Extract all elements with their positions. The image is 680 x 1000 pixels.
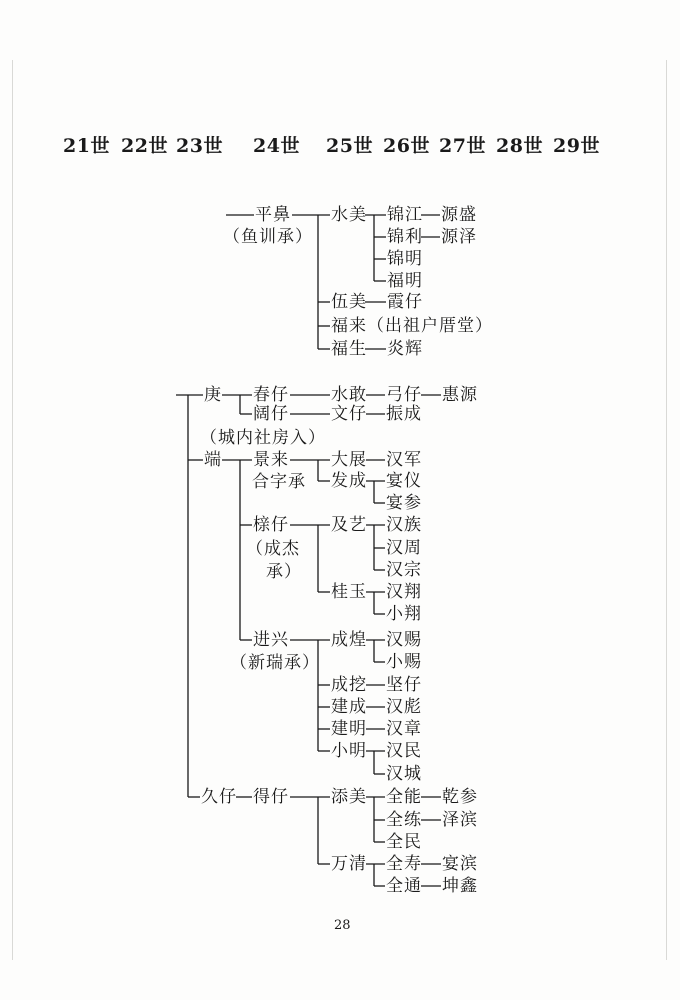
- person-name: 建明: [331, 719, 367, 739]
- page-number: 28: [334, 918, 351, 933]
- person-name: 汉宗: [386, 560, 422, 580]
- person-name: 汉民: [386, 741, 422, 761]
- person-name: 源盛: [441, 205, 477, 225]
- person-name: 文仔: [331, 404, 367, 424]
- person-name: 端: [204, 450, 222, 470]
- person-name: 福生: [331, 339, 367, 359]
- person-name: 发成: [331, 471, 367, 491]
- person-name: 进兴: [253, 630, 289, 650]
- person-name: 万清: [331, 854, 367, 874]
- person-name: 大展: [331, 450, 367, 470]
- generation-label: 27世: [439, 135, 486, 157]
- person-name: 桂玉: [331, 582, 367, 602]
- person-name: 宴仪: [386, 471, 422, 491]
- person-name: 伍美: [331, 292, 367, 312]
- person-name: 全能: [386, 787, 422, 807]
- person-name: 小赐: [386, 652, 422, 672]
- generation-label: 25世: [326, 135, 373, 157]
- person-name: 水美: [331, 205, 367, 225]
- person-name: 景来: [253, 450, 289, 470]
- generation-label: 29世: [553, 135, 600, 157]
- person-name: 汉赐: [386, 630, 422, 650]
- person-name: 霞仔: [387, 292, 423, 312]
- person-name: 福来（出祖户厝堂）: [331, 316, 493, 336]
- person-name: 阔仔: [253, 404, 289, 424]
- generation-label: 21世: [63, 135, 110, 157]
- person-name: 弓仔: [386, 385, 422, 405]
- person-name: 庚: [204, 385, 222, 405]
- person-name: 全通: [386, 876, 422, 896]
- person-name: 汉彪: [386, 697, 422, 717]
- person-name: 汉城: [386, 764, 422, 784]
- person-name: 汉族: [386, 515, 422, 535]
- person-name: 泽滨: [442, 810, 478, 830]
- person-name: 小明: [331, 741, 367, 761]
- generation-label: 22世: [121, 135, 168, 157]
- person-name: 源泽: [441, 227, 477, 247]
- generation-label: 23世: [176, 135, 223, 157]
- person-name: 建成: [331, 697, 367, 717]
- person-name: 全寿: [386, 854, 422, 874]
- lineage-note: （鱼训承）: [223, 227, 313, 247]
- person-name: 坚仔: [386, 675, 422, 695]
- person-name: 全民: [386, 832, 422, 852]
- person-name: 惠源: [442, 385, 478, 405]
- person-name: 添美: [331, 787, 367, 807]
- person-name: 汉翔: [386, 582, 422, 602]
- person-name: 宴参: [386, 493, 422, 513]
- person-name: 及艺: [331, 515, 367, 535]
- person-name: 福明: [387, 271, 423, 291]
- person-name: 锦利: [387, 227, 423, 247]
- lineage-note: （新瑞承）: [230, 653, 320, 673]
- person-name: 全练: [386, 810, 422, 830]
- person-name: 锦江: [387, 205, 423, 225]
- person-name: 久仔: [201, 787, 237, 807]
- person-name: 成煌: [331, 630, 367, 650]
- person-name: 炎辉: [387, 339, 423, 359]
- person-name: 坤鑫: [442, 876, 478, 896]
- person-name: 汉军: [386, 450, 422, 470]
- person-name: 乾参: [442, 787, 478, 807]
- lineage-note: 合字承: [252, 472, 306, 492]
- person-name: 春仔: [253, 385, 289, 405]
- lineage-note: 承）: [266, 562, 302, 582]
- lineage-note: （城内社房入）: [200, 428, 326, 448]
- person-name: 汉章: [386, 719, 422, 739]
- person-name: 宴滨: [442, 854, 478, 874]
- person-name: 小翔: [386, 604, 422, 624]
- person-name: 成挖: [331, 675, 367, 695]
- person-name: 得仔: [253, 787, 289, 807]
- generation-label: 28世: [496, 135, 543, 157]
- lineage-note: （成杰: [246, 539, 300, 559]
- person-name: 水敢: [331, 385, 367, 405]
- generation-label: 26世: [383, 135, 430, 157]
- person-name: 振成: [386, 404, 422, 424]
- person-name: 平鼻: [255, 205, 291, 225]
- person-name: 锦明: [387, 249, 423, 269]
- person-name: 榇仔: [253, 515, 289, 535]
- person-name: 汉周: [386, 538, 422, 558]
- generation-label: 24世: [253, 135, 300, 157]
